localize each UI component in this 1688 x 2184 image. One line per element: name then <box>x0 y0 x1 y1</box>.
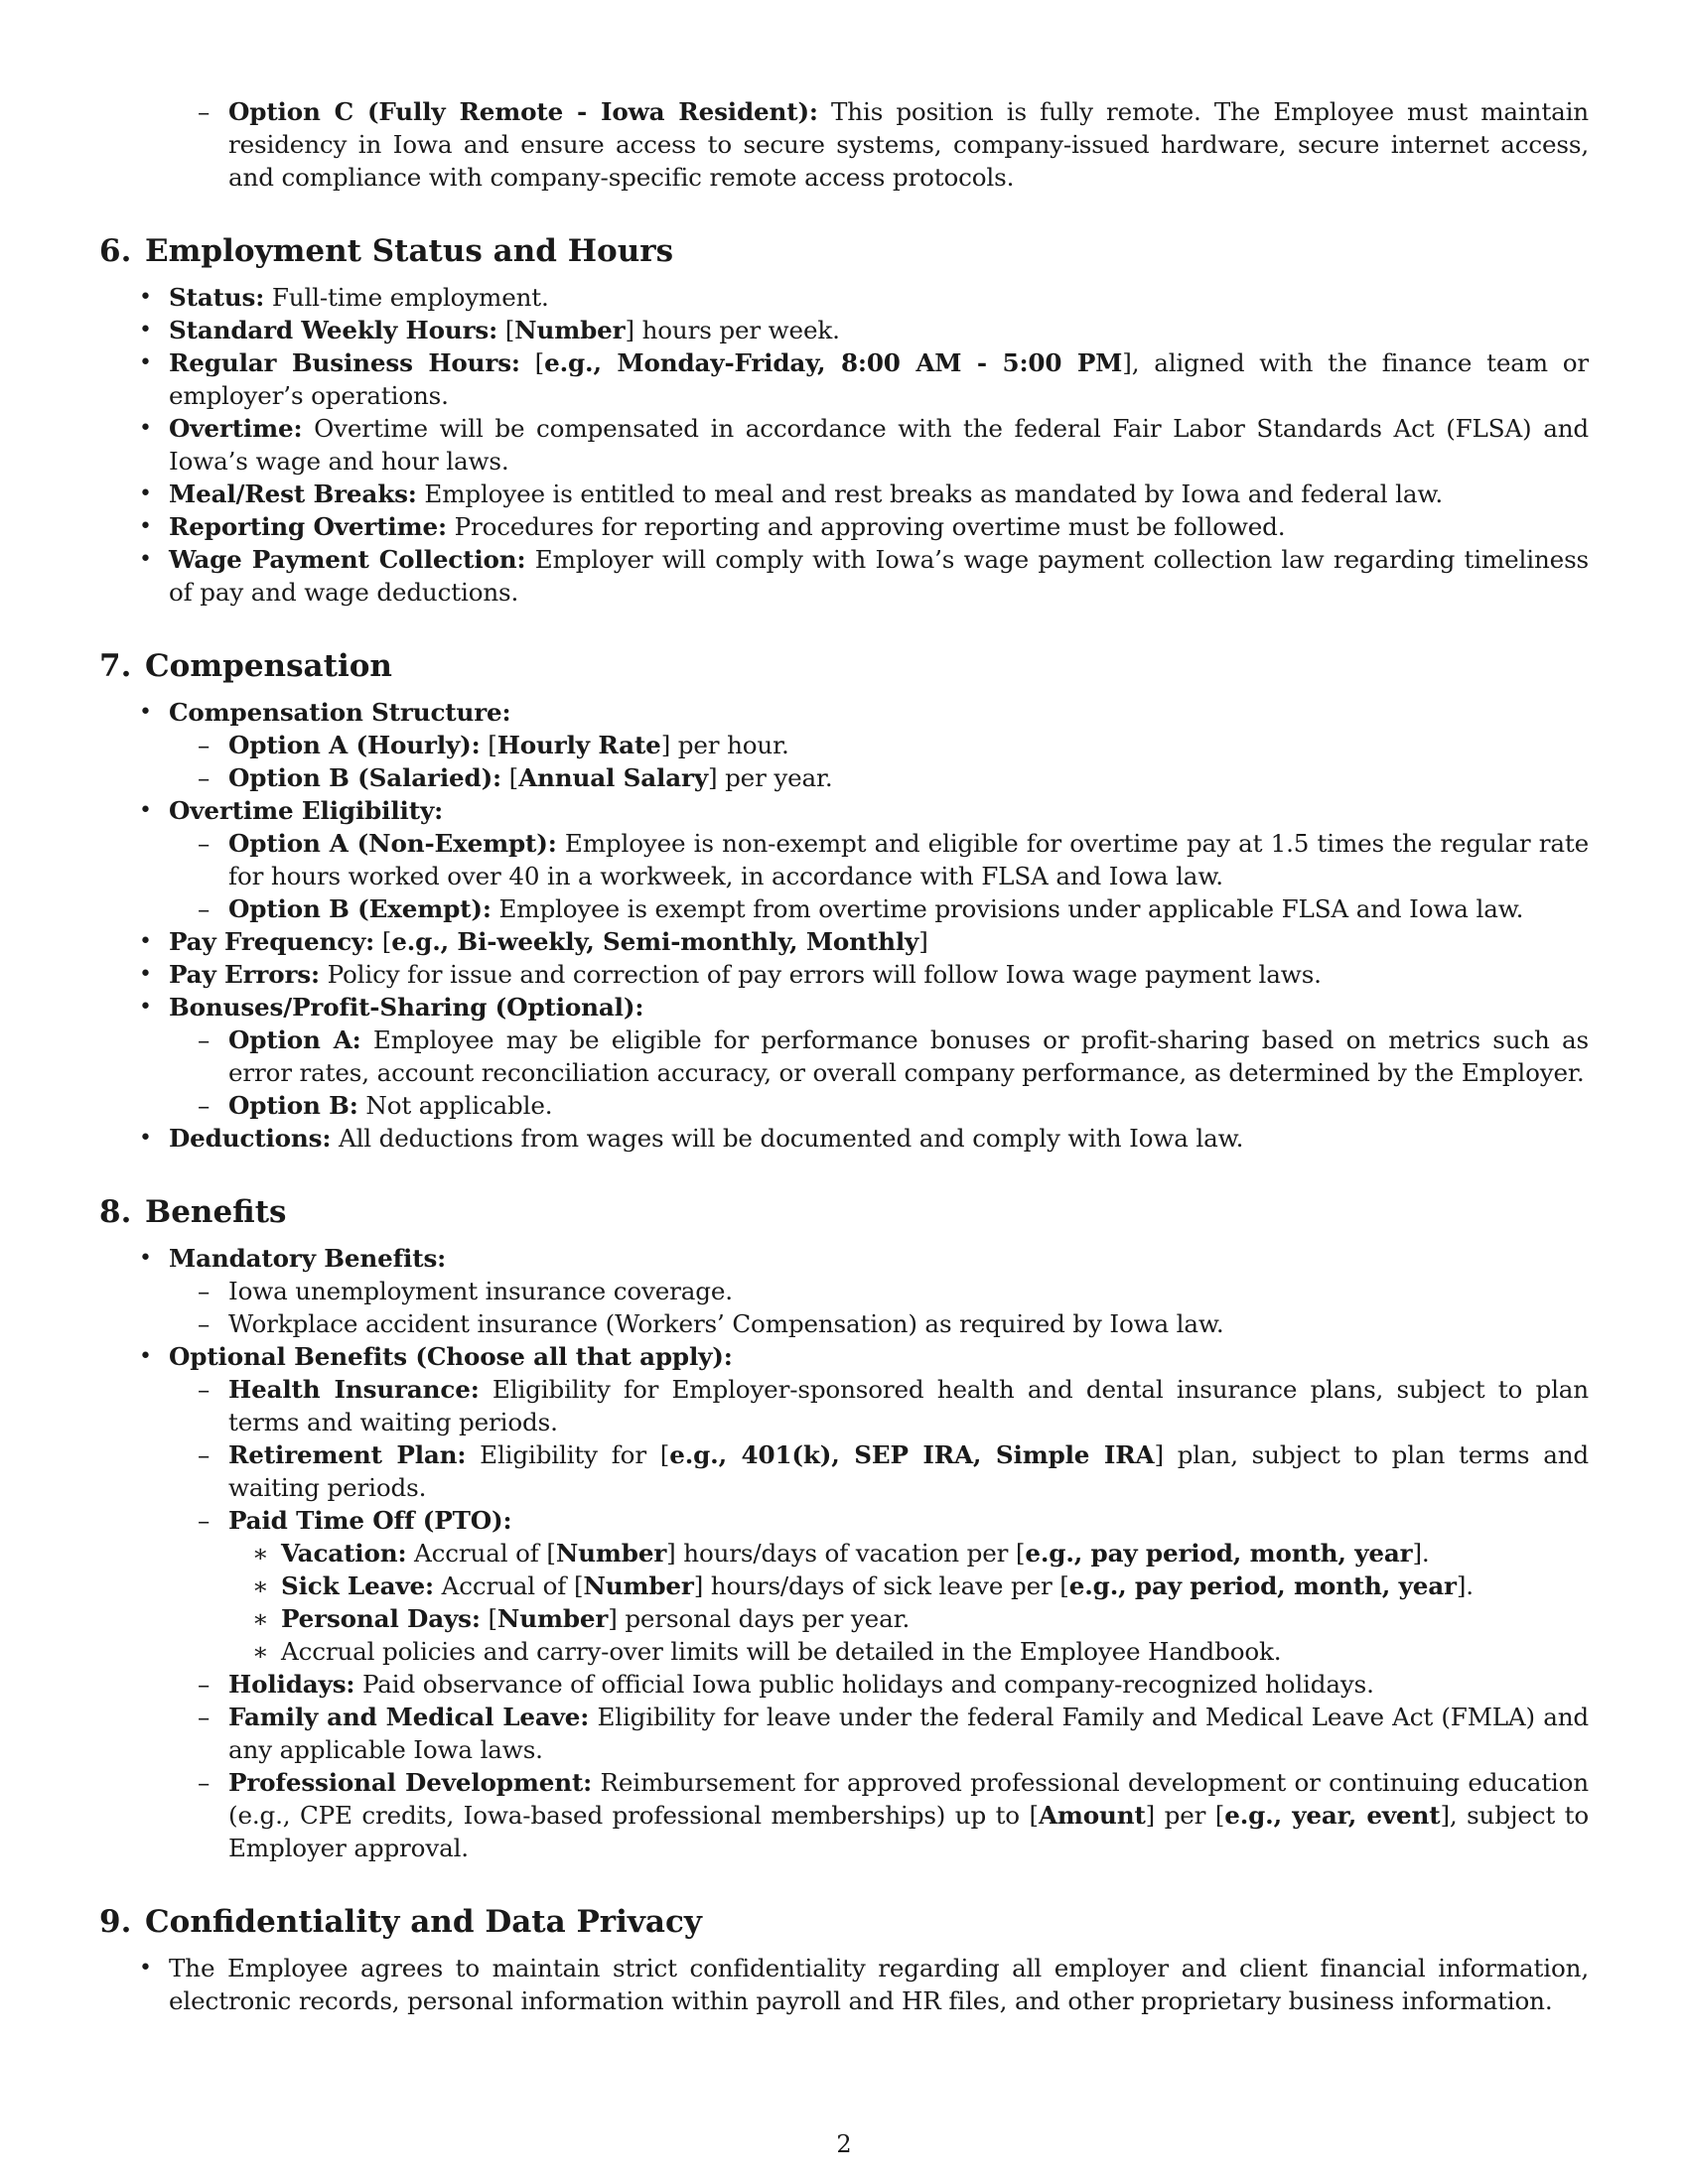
item-text: Eligibility for Employer-sponsored health and dental insurance plans, subject to plan terms and waiting periods. <box>228 1375 1589 1436</box>
item-text: Employee is exempt from overtime provisions under applicable FLSA and Iowa law. <box>491 894 1524 923</box>
item-label: Overtime: <box>169 414 303 443</box>
item-label: Standard Weekly Hours: <box>169 316 498 344</box>
item-text: Full-time employment. <box>264 283 549 312</box>
dash-marker: – <box>198 1670 211 1699</box>
list-item: • Standard Weekly Hours: [Number] hours per week. <box>139 316 840 344</box>
item-label: Option B (Salaried): <box>228 763 501 792</box>
bullet-marker: • <box>139 547 152 572</box>
item-text: Procedures for reporting and approving overtime must be followed. <box>446 512 1286 541</box>
section-number: 6. <box>99 233 132 269</box>
dash-marker: – <box>198 1768 211 1797</box>
bullet-marker: • <box>139 1344 152 1369</box>
item-text: The Employee agrees to maintain strict confidentiality regarding all employer and client financial information, electronic records, personal information within payroll and HR files, and other proprietary business information. <box>169 1954 1589 2015</box>
section-7-heading <box>99 646 1589 686</box>
list-item: • Regular Business Hours: [e.g., Monday-Friday, 8:00 AM - 5:00 PM], aligned with the finance team or employer’s operations. <box>139 348 1589 410</box>
item-label: Personal Days: <box>281 1604 481 1633</box>
item-label: Option A: <box>228 1025 361 1054</box>
page-number: 2 <box>836 2130 852 2158</box>
sub-sub-item <box>99 1635 1589 1668</box>
item-text: Iowa unemployment insurance coverage. <box>228 1277 733 1305</box>
sub-item <box>99 827 1589 892</box>
item-text: Eligibility for leave under the federal Family and Medical Leave Act (FMLA) and any applicable Iowa laws. <box>228 1703 1589 1764</box>
sub-item: – Retirement Plan: Eligibility for [e.g., 401(k), SEP IRA, Simple IRA] plan, subject to plan terms and waiting periods. <box>198 1440 1589 1502</box>
item-text: Reimbursement for approved professional development or continuing education (e.g., CPE credits, Iowa-based professional memberships) up to <box>228 1768 1589 1830</box>
placeholder: Number <box>496 1604 609 1633</box>
bullet-marker: • <box>139 285 152 310</box>
dash-marker: – <box>198 1309 211 1338</box>
item-label: Deductions: <box>169 1124 332 1153</box>
section-6-heading <box>99 231 1589 271</box>
item-label: Health Insurance: <box>228 1375 480 1404</box>
item-label: Option A (Hourly): <box>228 731 481 759</box>
bullet-marker: • <box>139 962 152 987</box>
sub-item <box>99 1504 1589 1537</box>
dash-marker: – <box>198 1440 211 1469</box>
list-item <box>99 510 1589 543</box>
bullet-marker: • <box>139 1956 152 1980</box>
item-label: Optional Benefits (Choose all that apply): <box>169 1342 733 1371</box>
item-label: Option A (Non-Exempt): <box>228 829 557 858</box>
placeholder: Number <box>555 1539 667 1568</box>
item-text: Eligibility for <box>466 1440 660 1469</box>
item-label: Pay Errors: <box>169 960 320 989</box>
item-text: hours/days of sick leave per <box>703 1571 1060 1600</box>
sub-sub-item: ∗ Personal Days: [Number] personal days per year. <box>252 1604 911 1633</box>
sub-item <box>99 1701 1589 1766</box>
dash-marker: – <box>198 731 211 759</box>
sub-item <box>99 892 1589 925</box>
item-text: Employee may be eligible for performance bonuses or profit-sharing based on metrics such as error rates, account reconciliation accuracy, or overall company performance, as determined by the Employer. <box>228 1025 1589 1087</box>
list-item <box>99 1952 1589 2017</box>
item-label: Compensation Structure: <box>169 698 511 727</box>
document-page <box>99 95 1589 2017</box>
sub-item <box>99 1668 1589 1701</box>
list-item <box>99 696 1589 729</box>
dash-marker: – <box>198 894 211 923</box>
list-item <box>99 412 1589 478</box>
list-item <box>99 543 1589 609</box>
item-text: Employee is non-exempt and eligible for overtime pay at 1.5 times the regular rate for hours worked over 40 in a workweek, in accordance with FLSA and Iowa law. <box>228 829 1589 890</box>
placeholder: e.g., year, event <box>1224 1801 1441 1830</box>
item-text: Accrual of <box>406 1539 547 1568</box>
section-number: 7. <box>99 648 132 684</box>
item-text: hours/days of vacation per <box>675 1539 1016 1568</box>
sub-item <box>99 1373 1589 1438</box>
placeholder: Amount <box>1038 1801 1146 1830</box>
item-text: per year. <box>717 763 833 792</box>
dash-marker: – <box>198 829 211 858</box>
list-item <box>99 281 1589 314</box>
item-text: hours per week. <box>633 316 840 344</box>
sub-item <box>99 1275 1589 1307</box>
option-c-text: This position is fully remote. The Employee must maintain residency in Iowa and ensure access to secure systems, company-issued hardware, secure internet access, and compliance with company-specific remote access protocols. <box>228 97 1589 192</box>
sub-item <box>99 1307 1589 1340</box>
dash-marker: – <box>198 97 211 126</box>
list-item <box>99 1122 1589 1155</box>
dash-marker: – <box>198 763 211 792</box>
item-label: Meal/Rest Breaks: <box>169 479 417 508</box>
placeholder: Annual Salary <box>518 763 708 792</box>
item-label: Sick Leave: <box>281 1571 434 1600</box>
item-text: Overtime will be compensated in accordance with the federal Fair Labor Standards Act (FLSA) and Iowa’s wage and hour laws. <box>169 414 1589 476</box>
list-item <box>99 958 1589 991</box>
section-number: 9. <box>99 1904 132 1940</box>
bullet-marker: • <box>139 1246 152 1271</box>
option-c-item <box>99 95 1589 194</box>
item-label: Reporting Overtime: <box>169 512 447 541</box>
bullet-marker: • <box>139 514 152 539</box>
item-label: Professional Development: <box>228 1768 593 1797</box>
bullet-marker: • <box>139 929 152 954</box>
bullet-marker: • <box>139 416 152 441</box>
placeholder: Hourly Rate <box>496 731 661 759</box>
placeholder: e.g., pay period, month, year <box>1068 1571 1457 1600</box>
asterisk-marker: ∗ <box>252 1539 269 1568</box>
sub-item: – Option B (Salaried): [Annual Salary] per year. <box>198 763 833 792</box>
item-text: , aligned with the finance team or employer’s operations. <box>169 348 1589 410</box>
item-text: Policy for issue and correction of pay errors will follow Iowa wage payment laws. <box>319 960 1322 989</box>
item-text: Not applicable. <box>357 1091 553 1120</box>
item-label: Option B (Exempt): <box>228 894 492 923</box>
item-label: Mandatory Benefits: <box>169 1244 447 1273</box>
item-label: Option B: <box>228 1091 358 1120</box>
item-text: All deductions from wages will be documented and comply with Iowa law. <box>331 1124 1244 1153</box>
asterisk-marker: ∗ <box>252 1604 269 1633</box>
item-label: Wage Payment Collection: <box>169 545 526 574</box>
item-label: Paid Time Off (PTO): <box>228 1506 512 1535</box>
placeholder: e.g., 401(k), SEP IRA, Simple IRA <box>669 1440 1155 1469</box>
item-text: plan, subject to plan terms and waiting periods. <box>228 1440 1589 1502</box>
item-label: Holidays: <box>228 1670 355 1699</box>
section-title: Employment Status and Hours <box>145 233 674 269</box>
placeholder: e.g., pay period, month, year <box>1025 1539 1413 1568</box>
section-9-heading <box>99 1902 1589 1942</box>
sub-item <box>99 1089 1589 1122</box>
item-text: Accrual policies and carry-over limits will be detailed in the Employee Handbook. <box>281 1637 1282 1666</box>
item-label: Status: <box>169 283 265 312</box>
item-text: personal days per year. <box>617 1604 911 1633</box>
list-item <box>99 794 1589 827</box>
section-number: 8. <box>99 1194 132 1230</box>
item-label: Overtime Eligibility: <box>169 796 444 825</box>
list-item: • Pay Frequency: [e.g., Bi-weekly, Semi-monthly, Monthly] <box>139 927 928 956</box>
dash-marker: – <box>198 1277 211 1305</box>
bullet-marker: • <box>139 995 152 1020</box>
list-item <box>99 1340 1589 1373</box>
dash-marker: – <box>198 1091 211 1120</box>
placeholder: e.g., Bi-weekly, Semi-monthly, Monthly <box>391 927 919 956</box>
placeholder: Number <box>514 316 626 344</box>
bullet-marker: • <box>139 1126 152 1151</box>
item-text: per hour. <box>670 731 789 759</box>
placeholder: e.g., Monday-Friday, 8:00 AM - 5:00 PM <box>544 348 1123 377</box>
item-text: Employee is entitled to meal and rest breaks as mandated by Iowa and federal law. <box>416 479 1443 508</box>
list-item <box>99 991 1589 1024</box>
item-label: Retirement Plan: <box>228 1440 467 1469</box>
list-item <box>99 478 1589 510</box>
bullet-marker: • <box>139 318 152 342</box>
item-text: per <box>1155 1801 1215 1830</box>
bullet-marker: • <box>139 798 152 823</box>
item-label: Family and Medical Leave: <box>228 1703 590 1731</box>
sub-item: – Option A (Hourly): [Hourly Rate] per hour. <box>198 731 789 759</box>
section-8-heading <box>99 1192 1589 1232</box>
sub-sub-item: ∗ Sick Leave: Accrual of [Number] hours/days of sick leave per [e.g., pay period, month, year]. <box>252 1571 1474 1600</box>
item-text: Workplace accident insurance (Workers’ Compensation) as required by Iowa law. <box>228 1309 1224 1338</box>
section-title: Compensation <box>145 648 392 684</box>
item-label: Bonuses/Profit-Sharing (Optional): <box>169 993 644 1022</box>
placeholder: Number <box>583 1571 694 1600</box>
item-label: Regular Business Hours: <box>169 348 520 377</box>
sub-item: – Professional Development: Reimbursement for approved professional development or continuing education (e.g., CPE credits, Iowa-based professional memberships) up to [Amount] per [e.g., year, event], subject to Employer approval. <box>198 1768 1589 1862</box>
bullet-marker: • <box>139 700 152 725</box>
item-label: Vacation: <box>281 1539 407 1568</box>
item-text: , subject to Employer approval. <box>228 1801 1589 1862</box>
asterisk-marker: ∗ <box>252 1571 269 1600</box>
dash-marker: – <box>198 1025 211 1054</box>
list-item <box>99 1242 1589 1275</box>
bullet-marker: • <box>139 481 152 506</box>
section-title: Confidentiality and Data Privacy <box>145 1904 702 1940</box>
sub-item <box>99 1024 1589 1089</box>
item-label: Pay Frequency: <box>169 927 375 956</box>
dash-marker: – <box>198 1703 211 1731</box>
section-title: Benefits <box>145 1194 287 1230</box>
sub-sub-item: ∗ Vacation: Accrual of [Number] hours/days of vacation per [e.g., pay period, month, year]. <box>252 1539 1430 1568</box>
asterisk-marker: ∗ <box>252 1637 269 1666</box>
option-c-label: Option C (Fully Remote - Iowa Resident): <box>228 97 818 126</box>
bullet-marker: • <box>139 350 152 375</box>
item-text: Accrual of <box>433 1571 574 1600</box>
item-text: Paid observance of official Iowa public holidays and company-recognized holidays. <box>354 1670 1374 1699</box>
item-text: Employer will comply with Iowa’s wage payment collection law regarding timeliness of pay and wage deductions. <box>169 545 1590 607</box>
dash-marker: – <box>198 1375 211 1404</box>
dash-marker: – <box>198 1506 211 1535</box>
